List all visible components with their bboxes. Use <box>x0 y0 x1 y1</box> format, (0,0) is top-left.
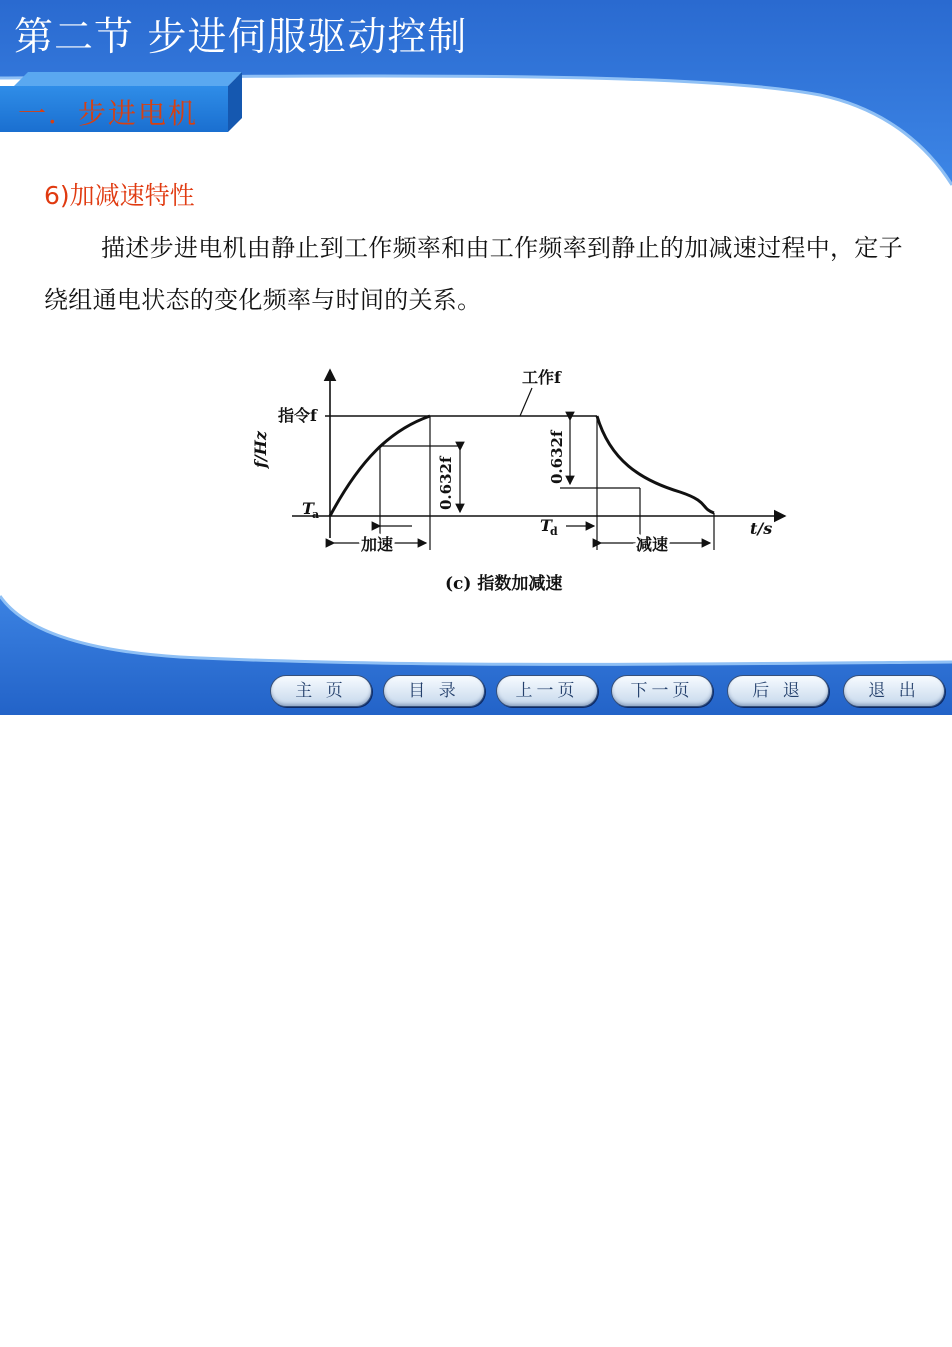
subheading: 6)加减速特性 <box>44 181 195 210</box>
decel-0632-label: 0.632f <box>548 430 566 484</box>
section-label: 一．步进电机 <box>18 97 199 130</box>
ta-subscript: a <box>312 508 320 521</box>
td-label: T <box>540 516 552 535</box>
td-subscript: d <box>550 525 558 538</box>
contents-button[interactable]: 目 录 <box>383 675 485 707</box>
ta-label: T <box>302 499 314 518</box>
accel-decel-diagram <box>230 350 790 570</box>
slide-title: 第二节 步进伺服驱动控制 <box>14 15 468 60</box>
accel-label: 加速 <box>361 535 394 554</box>
y-axis-label: f/Hz <box>251 431 270 468</box>
accel-0632-label: 0.632f <box>437 456 455 510</box>
back-button[interactable]: 后 退 <box>727 675 829 707</box>
working-f-label: 工作f <box>522 368 561 387</box>
prev-page-button[interactable]: 上一页 <box>496 675 598 707</box>
decel-label: 减速 <box>636 535 669 554</box>
diagram-caption: (c) 指数加减速 <box>445 574 563 594</box>
next-page-button[interactable]: 下一页 <box>611 675 713 707</box>
section-tab-top <box>14 72 242 86</box>
command-f-label: 指令f <box>278 406 317 425</box>
home-button[interactable]: 主 页 <box>270 675 372 707</box>
x-axis-label: t/s <box>750 519 773 538</box>
exit-button[interactable]: 退 出 <box>843 675 945 707</box>
description-paragraph: 描述步进电机由静止到工作频率和由工作频率到静止的加减速过程中，定子绕组通电状态的变化频率与时间的关系。 <box>44 234 903 314</box>
decel-curve <box>597 416 714 513</box>
working-f-leader <box>520 388 532 416</box>
